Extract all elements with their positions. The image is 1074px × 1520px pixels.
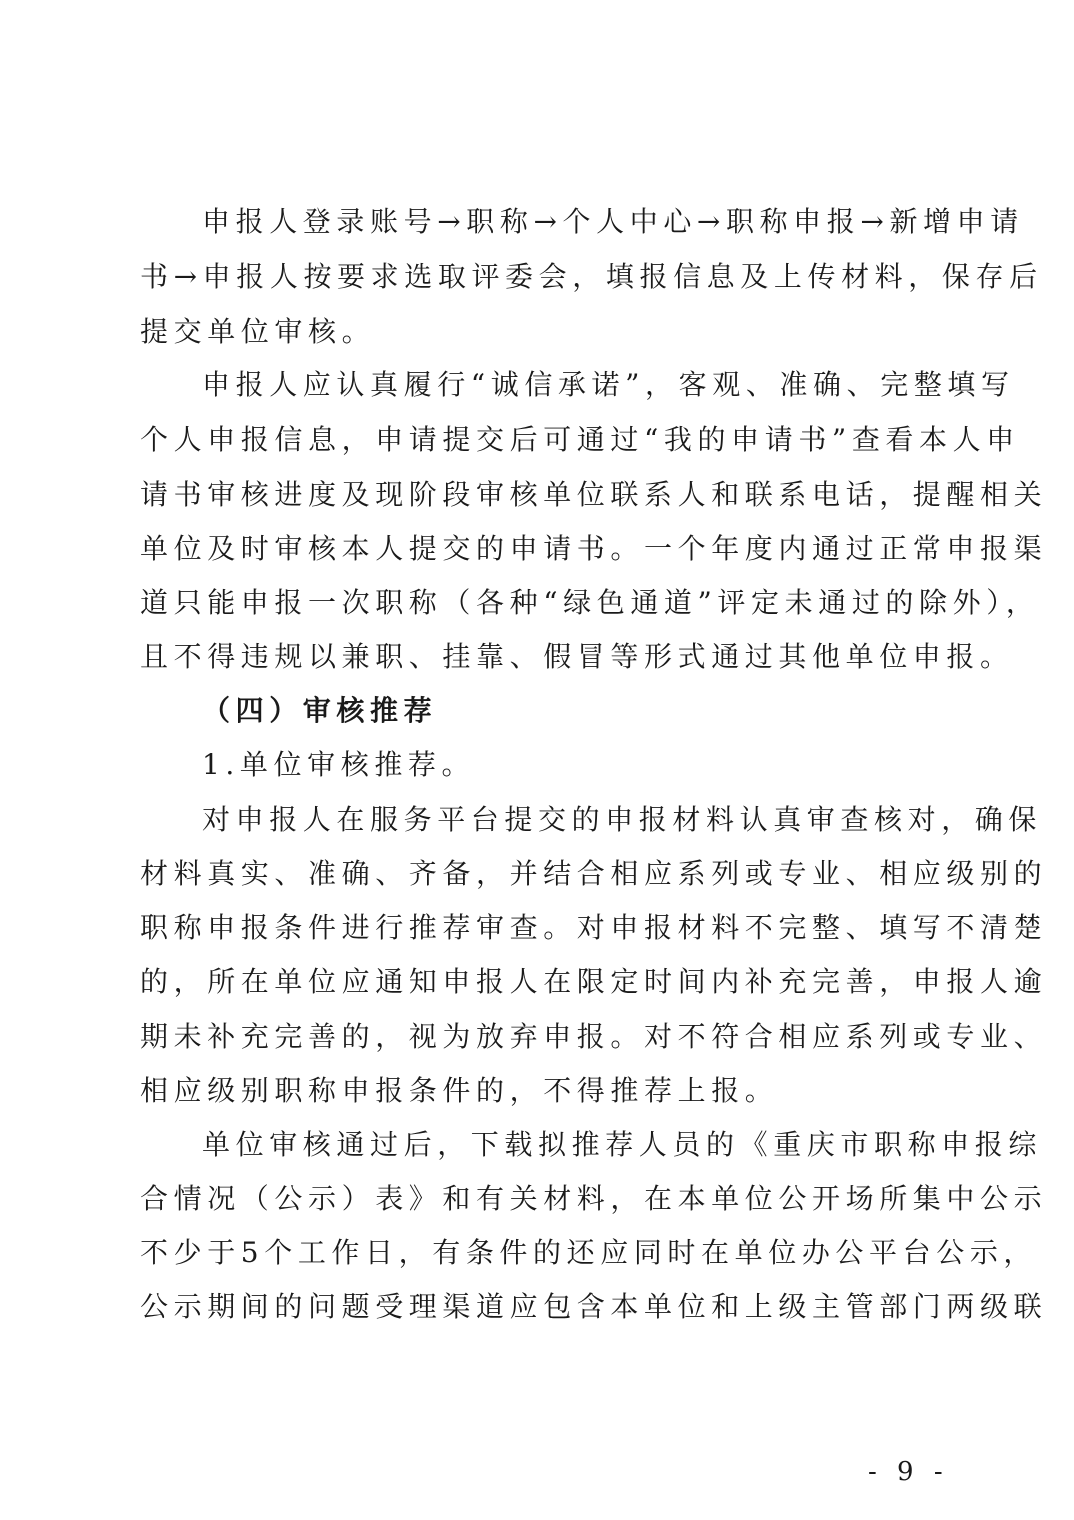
paragraph-line: 道只能申报一次职称（各种“绿色通道”评定未通过的除外）， bbox=[140, 586, 1040, 619]
page-number: - 9 - bbox=[868, 1457, 949, 1487]
paragraph-line: 单位及时审核本人提交的申请书。一个年度内通过正常申报渠 bbox=[140, 532, 1048, 565]
paragraph-line: 申报人登录账号→职称→个人中心→职称申报→新增申请 bbox=[202, 205, 1024, 238]
paragraph-line: 期未补充完善的，视为放弃申报。对不符合相应系列或专业、 bbox=[140, 1020, 1048, 1053]
paragraph-line: 单位审核通过后，下载拟推荐人员的《重庆市职称申报综 bbox=[202, 1128, 1043, 1161]
paragraph-line: 申报人应认真履行“诚信承诺”，客观、准确、完整填写 bbox=[202, 368, 1015, 401]
paragraph-line: 请书审核进度及现阶段审核单位联系人和联系电话，提醒相关 bbox=[140, 478, 1048, 511]
paragraph-line: 提交单位审核。 bbox=[140, 315, 376, 348]
paragraph-line: 相应级别职称申报条件的，不得推荐上报。 bbox=[140, 1074, 779, 1107]
paragraph-line: 材料真实、准确、齐备，并结合相应系列或专业、相应级别的 bbox=[140, 857, 1048, 890]
paragraph-line: 合情况（公示）表》和有关材料，在本单位公开场所集中公示 bbox=[140, 1182, 1048, 1215]
paragraph-line: 不少于5个工作日，有条件的还应同时在单位办公平台公示， bbox=[140, 1236, 1038, 1269]
subsection-heading: 1.单位审核推荐。 bbox=[202, 748, 476, 781]
section-heading: （四）审核推荐 bbox=[202, 694, 438, 727]
paragraph-line: 对申报人在服务平台提交的申报材料认真审查核对，确保 bbox=[202, 803, 1043, 836]
paragraph-line: 书→申报人按要求选取评委会，填报信息及上传材料，保存后 bbox=[140, 260, 1043, 293]
paragraph-line: 职称申报条件进行推荐审查。对申报材料不完整、填写不清楚 bbox=[140, 911, 1048, 944]
paragraph-line: 且不得违规以兼职、挂靠、假冒等形式通过其他单位申报。 bbox=[140, 640, 1014, 673]
paragraph-line: 个人申报信息，申请提交后可通过“我的申请书”查看本人申 bbox=[140, 423, 1020, 456]
paragraph-line: 的，所在单位应通知申报人在限定时间内补充完善，申报人逾 bbox=[140, 965, 1048, 998]
paragraph-line: 公示期间的问题受理渠道应包含本单位和上级主管部门两级联 bbox=[140, 1290, 1048, 1323]
